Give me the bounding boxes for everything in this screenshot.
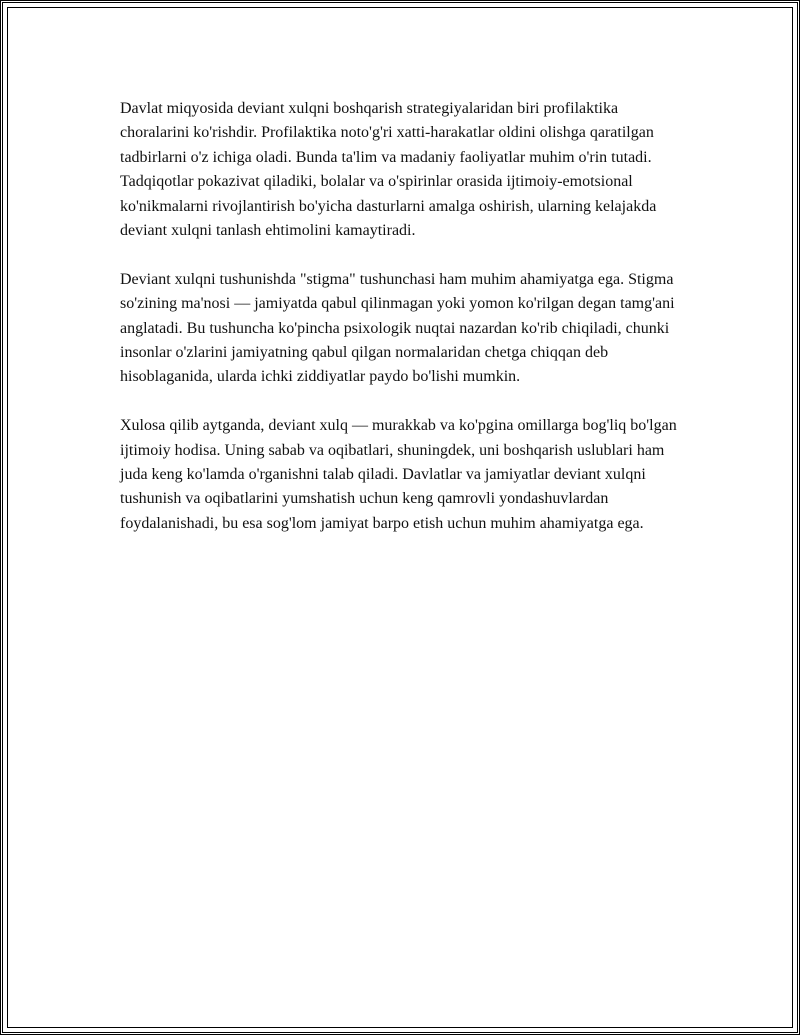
paragraph-conclusion: Xulosa qilib aytganda, deviant xulq — murakkab va ko'pgina omillarga bog'liq bo'lgan ijtimoiy hodisa. Uning sabab va oqibatlari, shuningdek, uni boshqarish uslublari ham juda keng ko'lamda o'rganishni talab qiladi. Davlatlar va jamiyatlar deviant xulqni tushunish va oqibatlarini yumshatish uchun keng qamrovli yondashuvlardan foydalanishadi, bu esa sog'lom jamiyat barpo etish uchun muhim ahamiyatga ega. [120,417,677,532]
page-content [120,97,686,561]
paragraph-prevention: Davlat miqyosida deviant xulqni boshqarish strategiyalaridan biri profilaktika choralarini ko'rishdir. Profilaktika noto'g'ri xatti-harakatlar oldini olishga qaratilgan tadbirlarni o'z ichiga oladi. Bunda ta'lim va madaniy faoliyatlar muhim o'rin tutadi. Tadqiqotlar pokazivat qiladiki, bolalar va o'spirinlar orasida ijtimoiy-emotsional ko'nikmalarni rivojlantirish bo'yicha dasturlarni amalga oshirish, ularning kelajakda deviant xulqni tanlash ehtimolini kamaytiradi. [120,100,657,240]
paragraph-stigma: Deviant xulqni tushunishda "stigma" tushunchasi ham muhim ahamiyatga ega. Stigma so'zining ma'nosi — jamiyatda qabul qilinmagan yoki yomon ko'rilgan degan tamg'ani anglatadi. Bu tushuncha ko'pincha psixologik nuqtai nazardan ko'rib chiqiladi, chunki insonlar o'zlarini jamiyatning qabul qilgan normalaridan chetga chiqqan deb hisoblaganida, ularda ichki ziddiyatlar paydo bo'lishi mumkin. [120,270,675,386]
